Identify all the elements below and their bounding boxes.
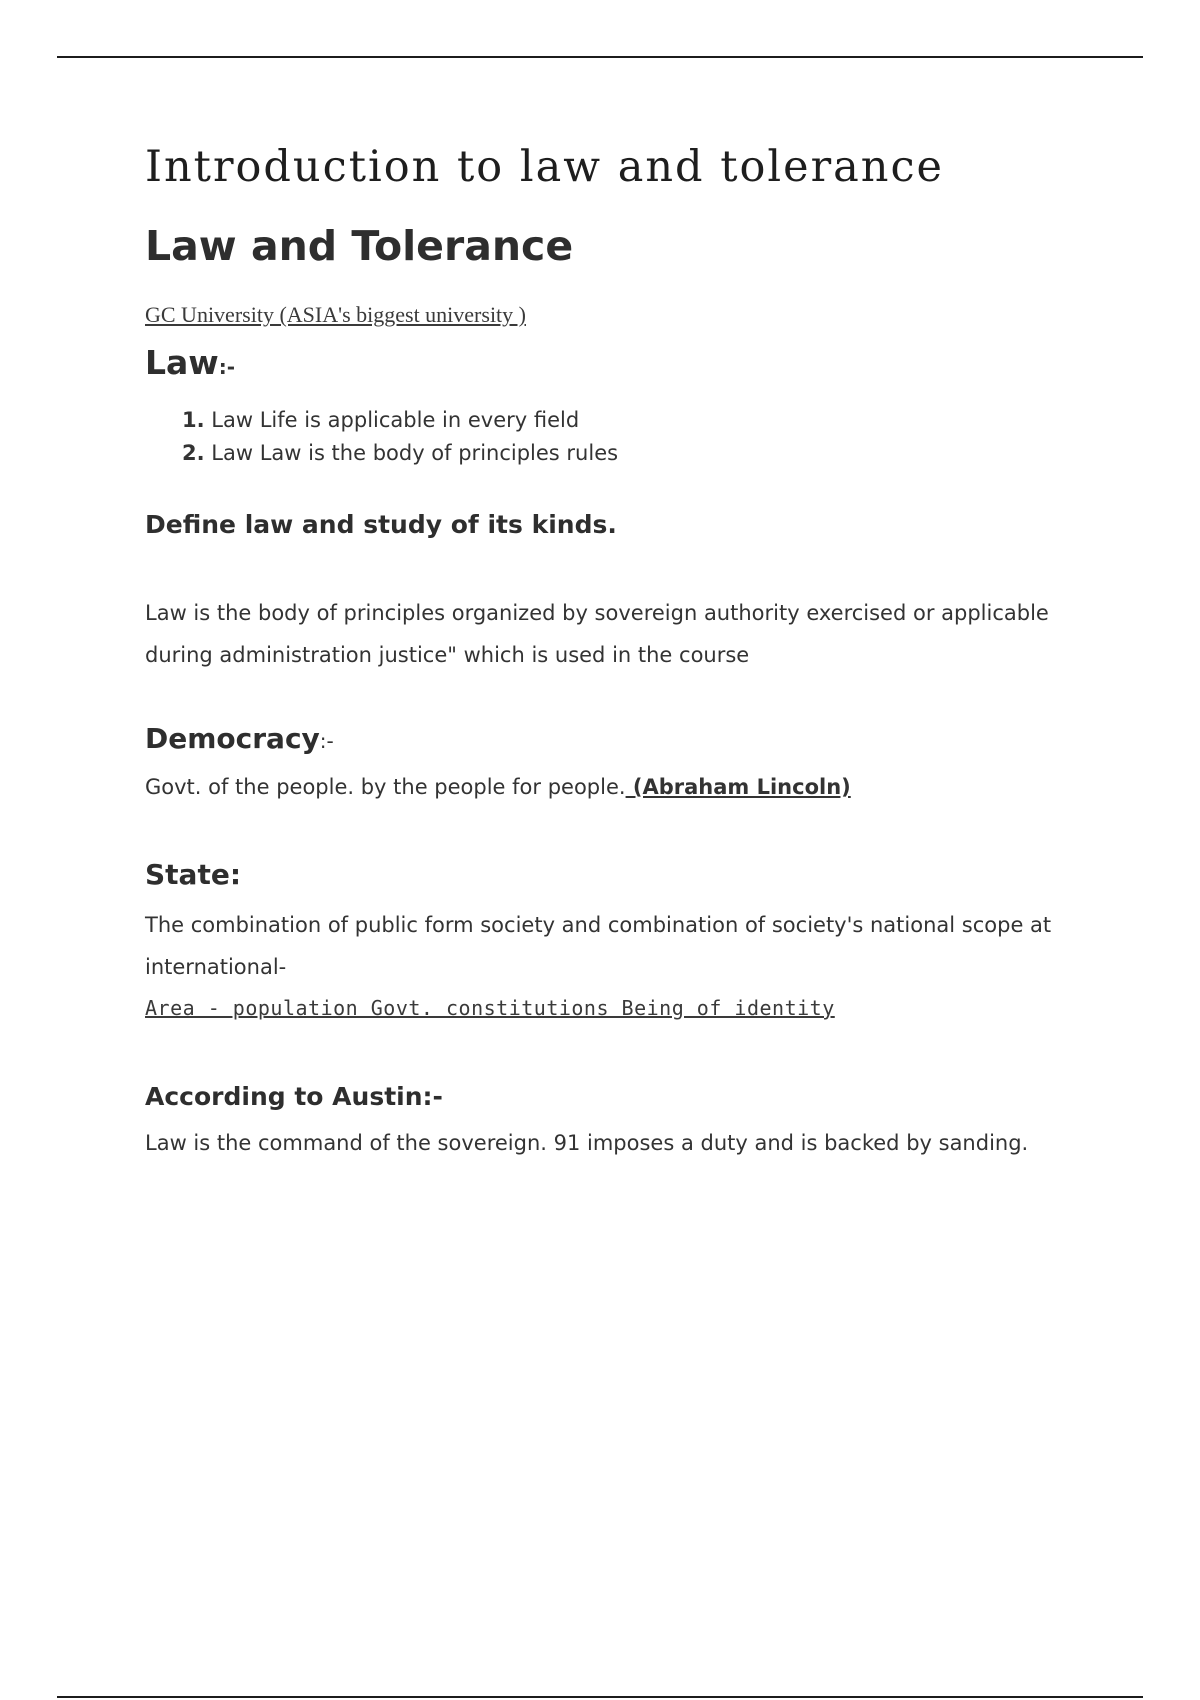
list-item bbox=[182, 404, 618, 437]
democracy-heading bbox=[145, 722, 334, 755]
law-heading-suffix: :- bbox=[218, 355, 236, 379]
law-list bbox=[182, 404, 618, 470]
state-paragraph: The combination of public form society and combination of society's national scope at international- bbox=[145, 913, 1052, 979]
bottom-rule bbox=[57, 1696, 1143, 1698]
university-line: GC University (ASIA's biggest university ) bbox=[145, 302, 526, 327]
law-heading-text: Law bbox=[145, 343, 219, 382]
document-subtitle: Law and Tolerance bbox=[145, 222, 574, 270]
list-item-text: Law Law is the body of principles rules bbox=[204, 441, 619, 465]
top-rule bbox=[57, 56, 1143, 58]
austin-heading: According to Austin:- bbox=[145, 1082, 443, 1111]
list-item-number: 1. bbox=[182, 408, 205, 432]
law-heading bbox=[145, 343, 235, 382]
austin-paragraph: Law is the command of the sovereign. 91 imposes a duty and is backed by sanding. bbox=[145, 1131, 1029, 1155]
define-paragraph: Law is the body of principles organized by sovereign authority exercised or applicable during administration justice" which is used in the course bbox=[145, 601, 1049, 667]
define-heading: Define law and study of its kinds. bbox=[145, 510, 617, 539]
democracy-heading-suffix: :- bbox=[319, 729, 334, 753]
democracy-heading-text: Democracy bbox=[145, 722, 320, 755]
list-item-text: Law Life is applicable in every field bbox=[204, 408, 580, 432]
democracy-text: Govt. of the people. by the people for people. bbox=[145, 775, 626, 799]
democracy-paragraph bbox=[145, 766, 851, 808]
state-heading: State: bbox=[145, 858, 242, 891]
democracy-quote-attribution: (Abraham Lincoln) bbox=[625, 775, 851, 799]
list-item-number: 2. bbox=[182, 441, 205, 465]
list-item bbox=[182, 437, 618, 470]
document-title: Introduction to law and tolerance bbox=[145, 142, 944, 192]
state-handwritten-note: Area - population Govt. constitutions Being of identity bbox=[145, 996, 835, 1020]
